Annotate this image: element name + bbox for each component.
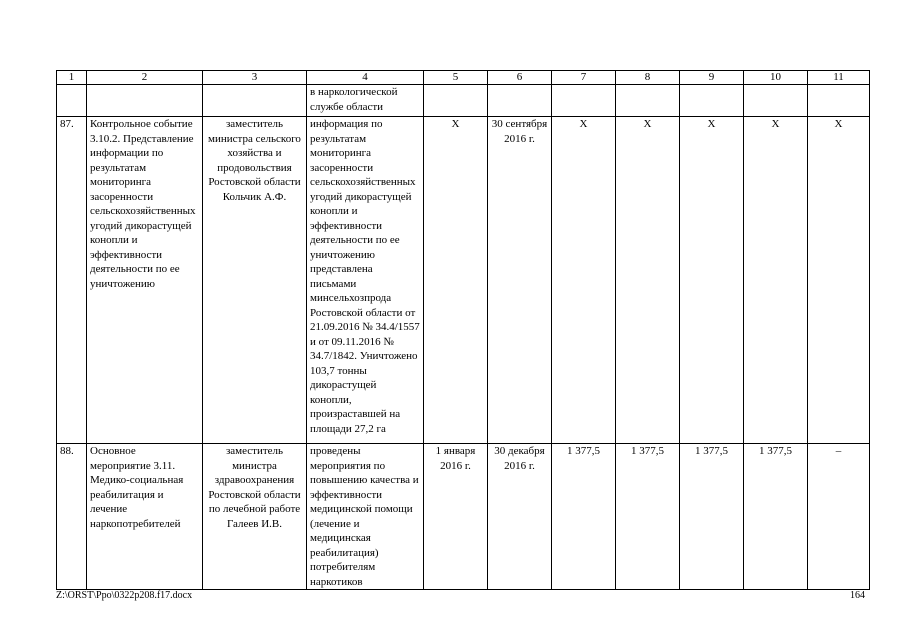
result-text: информация по результатам мониторинга засоренности сельскохозяйственных угодий дикорастущей конопли и эффективности деятельности по ее уничтожению представлена письмами минсельхозпрода Ростовской области от 21.09.2016 № 34.4/1557 и от 09.11.2016 № 34.7/1842. Уничтожено 103,7 тонны дикорастущей конопли, произраставшей на площади 27,2 га	[307, 117, 424, 444]
header-cell: 1	[57, 71, 87, 85]
cell	[616, 85, 680, 117]
cell	[552, 85, 616, 117]
cell: X	[808, 117, 870, 444]
end-date: 30 сентября 2016 г.	[488, 117, 552, 444]
table-row	[57, 444, 870, 590]
cell	[808, 85, 870, 117]
responsible-person: заместитель министра здравоохранения Ростовской области по лечебной работе Галеев И.В.	[203, 444, 307, 590]
start-date: X	[424, 117, 488, 444]
row-number: 88.	[57, 444, 87, 590]
funding-value: 1 377,5	[552, 444, 616, 590]
funding-value: 1 377,5	[616, 444, 680, 590]
header-cell: 8	[616, 71, 680, 85]
event-name: Контрольное событие 3.10.2. Представление информации по результатам мониторинга засоренности сельскохозяйственных угодий дикорастущей конопли и эффективности деятельности по ее уничтожению	[87, 117, 203, 444]
table-row	[57, 117, 870, 444]
responsible-person	[203, 85, 307, 117]
page-number: 164	[850, 590, 865, 601]
result-text: проведены мероприятия по повышению качества и эффективности медицинской помощи (лечение и медицинская реабилитация) потребителям наркотиков	[307, 444, 424, 590]
start-date: 1 января 2016 г.	[424, 444, 488, 590]
funding-value: 1 377,5	[680, 444, 744, 590]
header-cell: 9	[680, 71, 744, 85]
event-name	[87, 85, 203, 117]
row-number	[57, 85, 87, 117]
cell	[424, 85, 488, 117]
cell: X	[744, 117, 808, 444]
cell: X	[552, 117, 616, 444]
header-row	[57, 71, 870, 85]
cell	[488, 85, 552, 117]
funding-value: 1 377,5	[744, 444, 808, 590]
cell	[744, 85, 808, 117]
file-path: Z:\ORST\Ppo\0322p208.f17.docx	[56, 590, 193, 601]
cell: X	[680, 117, 744, 444]
responsible-person: заместитель министра сельского хозяйства и продовольствия Ростовской области Кольчик А.Ф.	[203, 117, 307, 444]
header-cell: 2	[87, 71, 203, 85]
cell	[680, 85, 744, 117]
header-cell: 10	[744, 71, 808, 85]
header-cell: 7	[552, 71, 616, 85]
header-cell: 5	[424, 71, 488, 85]
event-name: Основное мероприятие 3.11. Медико-социальная реабилитация и лечение наркопотребителей	[87, 444, 203, 590]
end-date: 30 декабря 2016 г.	[488, 444, 552, 590]
funding-value: –	[808, 444, 870, 590]
header-cell: 11	[808, 71, 870, 85]
result-text: в наркологической службе области	[307, 85, 424, 117]
table-row	[57, 85, 870, 117]
cell: X	[616, 117, 680, 444]
header-cell: 4	[307, 71, 424, 85]
row-number: 87.	[57, 117, 87, 444]
header-cell: 6	[488, 71, 552, 85]
report-table	[56, 70, 870, 590]
header-cell: 3	[203, 71, 307, 85]
